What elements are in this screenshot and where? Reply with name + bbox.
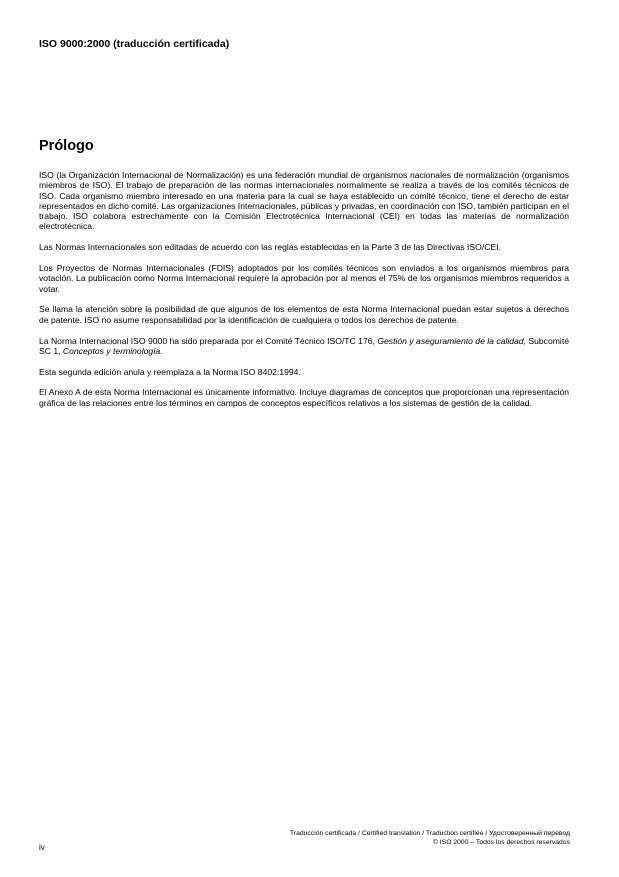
subcommittee-name-italic: Conceptos y terminología. [62, 345, 163, 356]
footer-translation-line: Traducción certificada / Certified translation / Traduction certifiée / Удостоверенный перевод [289, 830, 570, 837]
document-header: ISO 9000:2000 (traducción certificada) [39, 38, 230, 50]
paragraph-edition: Esta segunda edición anula y reemplaza a la Norma ISO 8402:1994. [39, 366, 301, 377]
footer-copyright-line: © ISO 2000 – Todos los derechos reservados [432, 839, 570, 846]
paragraph-annex: El Anexo A de esta Norma Internacional es únicamente informativo. Incluye diagramas de conceptos que proporcionan una representación gráfica de las relaciones entre los términos en campos de conceptos específicos relativos a los sistemas de gestión de la calidad. [39, 387, 569, 408]
paragraph-patent-rights: Se llama la atención sobre la posibilidad de que algunos de los elementos de esta Norma Internacional puedan estar sujetos a derechos de patente. ISO no asume responsabilidad por la identificación de cualquiera o todos los derechos de patente. [39, 304, 569, 325]
paragraph-directives: Las Normas Internacionales son editadas de acuerdo con las reglas establecidas en la Parte 3 de las Directivas ISO/CEI. [39, 242, 501, 253]
paragraph-fdis-voting: Los Proyectos de Normas Internacionales (FDIS) adoptados por los comités técnicos son enviados a los organismos miembros para votación. La publicación como Norma Internacional requiere la aprobación por al menos el 75% de los organismos miembros requeridos a votar. [39, 263, 569, 294]
page-number: iv [39, 843, 45, 852]
foreword-body [39, 170, 569, 419]
committee-text-1: La Norma Internacional ISO 9000 ha sido preparada por el Comité Técnico ISO/TC 176, [39, 335, 378, 346]
footer-notice [290, 829, 570, 847]
committee-name-italic: Gestión y aseguramiento de la calidad, [377, 335, 526, 346]
section-title: Prólogo [39, 138, 94, 154]
paragraph-iso-description: ISO (la Organización Internacional de Normalización) es una federación mundial de organismos nacionales de normalización (organismos miembros de ISO). El trabajo de preparación de las normas internacionales normalmente se realiza a través de los comités técnicos de ISO. Cada organismo miembro interesado en una materia para la cual se haya establecido un comité técnico, tiene el derecho de estar representados en dicho comité. Las organizaciones Internacionales, públicas y privadas, en coordinación con ISO, también participan en el trabajo. ISO colabora estrechamente con la Comisión Electrotécnica Internacional (CEI) en todas las materias de normalización electrotécnica. [39, 170, 569, 232]
committee-text-2: Subcomité SC 1, [39, 335, 569, 356]
paragraph-committee [39, 336, 569, 357]
